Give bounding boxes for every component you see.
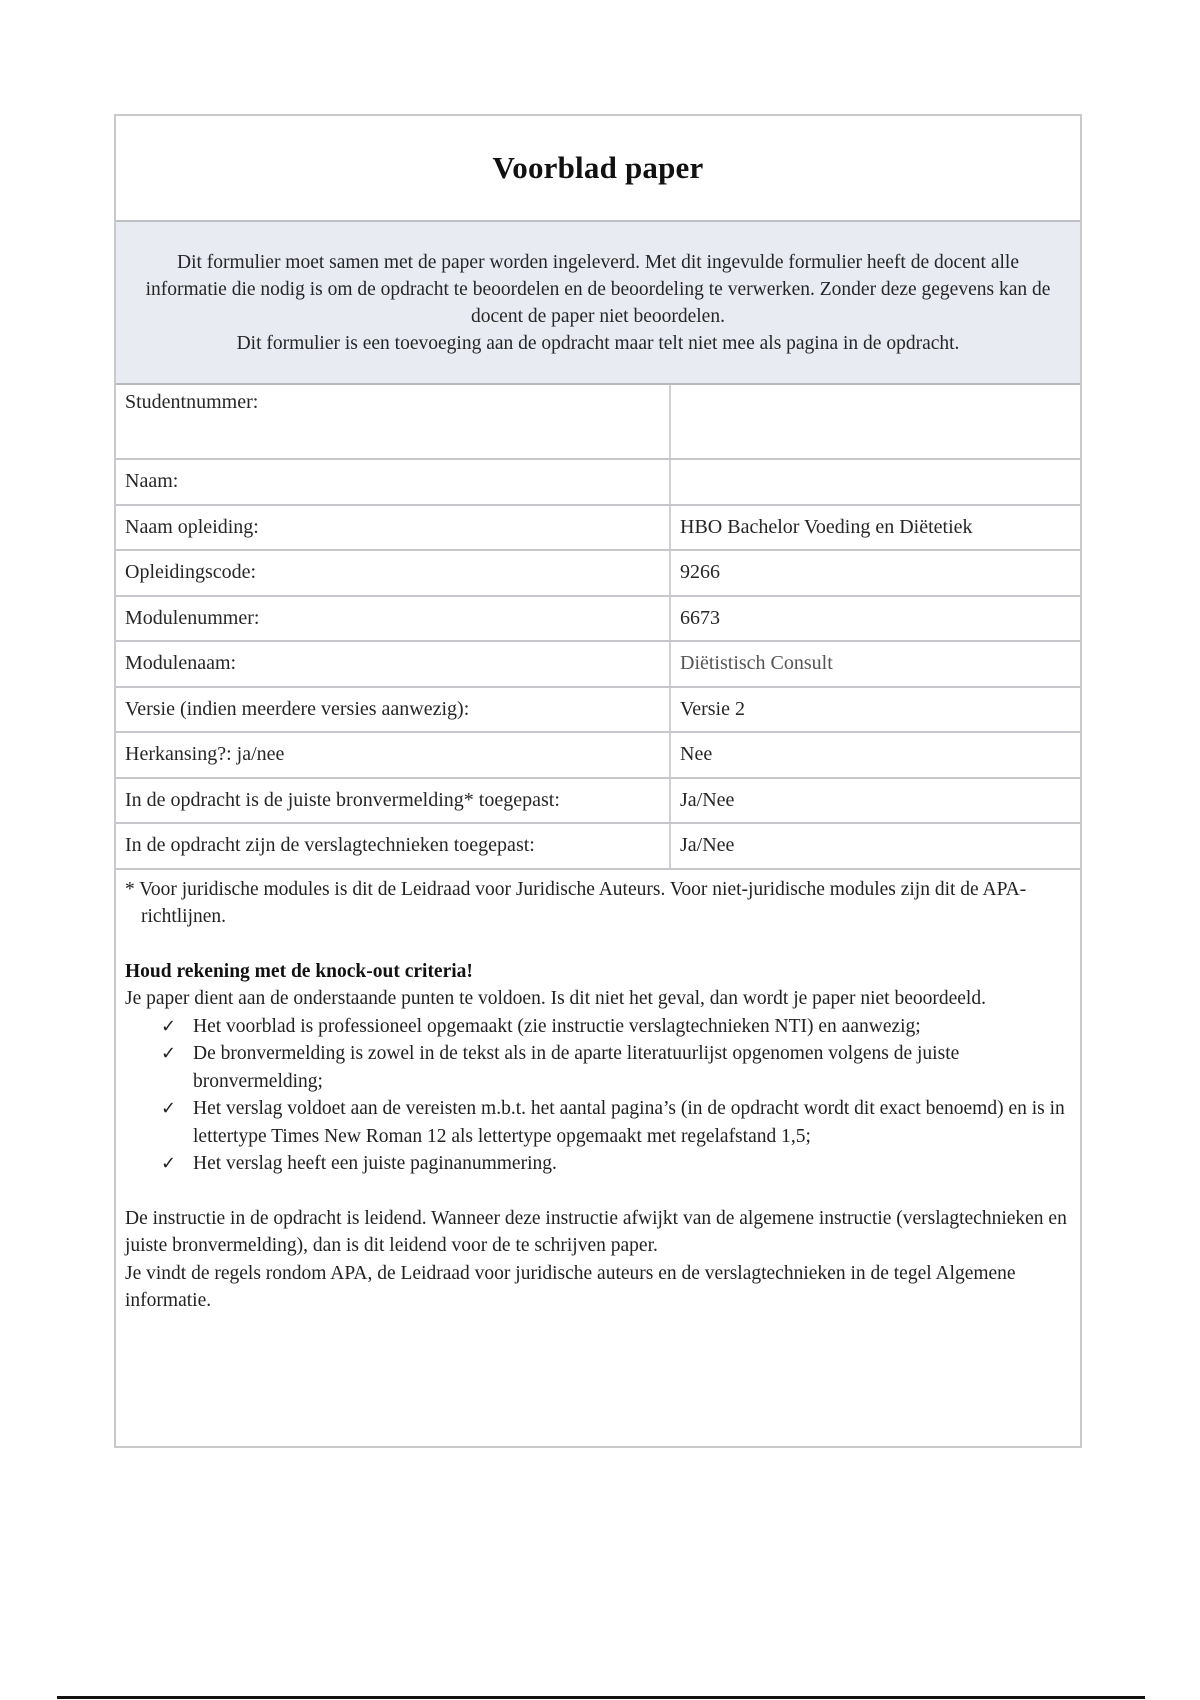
criterion-text: Het voorblad is professioneel opgemaakt (zie instructie verslagtechnieken NTI) en aanwezig; <box>193 1015 921 1037</box>
closing-reference: Je vindt de regels rondom APA, de Leidraad voor juridische auteurs en de verslagtechnieken in de tegel Algemene informatie. <box>125 1262 1016 1311</box>
field-row-herkansing <box>116 732 1080 778</box>
cover-page-form <box>114 114 1082 1448</box>
modulenummer-field[interactable]: 6673 <box>670 596 1080 642</box>
naam-opleiding-field[interactable]: HBO Bachelor Voeding en Diëtetiek <box>670 505 1080 551</box>
fields-table <box>116 385 1080 870</box>
criterion-text: De bronvermelding is zowel in de tekst als in de aparte literatuurlijst opgenomen volgens de juiste bronvermelding; <box>193 1043 960 1092</box>
bronvermelding-field[interactable]: Ja/Nee <box>670 778 1080 824</box>
notes-section <box>116 870 1080 1315</box>
field-label: Herkansing?: ja/nee <box>116 732 670 778</box>
knockout-criteria-list <box>125 1013 1071 1178</box>
herkansing-field[interactable]: Nee <box>670 732 1080 778</box>
page-bottom-divider <box>57 1696 1145 1699</box>
field-label: Modulenaam: <box>116 641 670 687</box>
field-row-opleidingscode <box>116 550 1080 596</box>
field-label: In de opdracht zijn de verslagtechnieken toegepast: <box>116 823 670 869</box>
field-label: Studentnummer: <box>116 385 670 459</box>
intro-line: Dit formulier is een toevoeging aan de opdracht maar telt niet mee als pagina in de opdracht. <box>236 332 960 354</box>
checkmark-icon: ✓ <box>161 1098 177 1119</box>
criterion-text: Het verslag heeft een juiste paginanummering. <box>193 1153 557 1174</box>
field-row-naam <box>116 459 1080 505</box>
verslagtechnieken-field[interactable]: Ja/Nee <box>670 823 1080 869</box>
form-header <box>116 116 1080 222</box>
checkmark-icon: ✓ <box>161 1153 177 1174</box>
field-label: Versie (indien meerdere versies aanwezig): <box>116 687 670 733</box>
field-row-modulenummer <box>116 596 1080 642</box>
list-item <box>161 1095 1071 1150</box>
versie-field[interactable]: Versie 2 <box>670 687 1080 733</box>
field-label: Naam: <box>116 459 670 505</box>
field-label: Modulenummer: <box>116 596 670 642</box>
page-title: Voorblad paper <box>492 150 704 185</box>
naam-field[interactable] <box>670 459 1080 505</box>
checkmark-icon: ✓ <box>161 1015 177 1037</box>
intro-line: Dit formulier moet samen met de paper worden ingeleverd. Met dit ingevulde formulier heeft de docent alle informatie die nodig is om de opdracht te beoordelen en de beoordeling te verwerken. Zonder deze gegevens kan de docent de paper niet beoordelen. <box>145 251 1051 327</box>
field-row-verslagtechnieken <box>116 823 1080 869</box>
field-label: In de opdracht is de juiste bronvermelding* toegepast: <box>116 778 670 824</box>
closing-instruction: De instructie in de opdracht is leidend. Wanneer deze instructie afwijkt van de algemene instructie (verslagtechnieken en juiste bronvermelding), dan is dit leidend voor de te schrijven paper. <box>125 1207 1067 1256</box>
intro-text <box>138 249 1058 357</box>
list-item <box>161 1013 1071 1041</box>
intro-box <box>116 222 1080 385</box>
opleidingscode-field[interactable]: 9266 <box>670 550 1080 596</box>
field-row-bronvermelding <box>116 778 1080 824</box>
footnote: * Voor juridische modules is dit de Leidraad voor Juridische Auteurs. Voor niet-juridische modules zijn dit de APA-richtlijnen. <box>125 878 1027 927</box>
list-item <box>161 1040 1071 1095</box>
field-label: Naam opleiding: <box>116 505 670 551</box>
field-row-naam-opleiding <box>116 505 1080 551</box>
field-row-versie <box>116 687 1080 733</box>
modulenaam-field[interactable]: Diëtistisch Consult <box>670 641 1080 687</box>
list-item <box>161 1150 1071 1178</box>
knockout-intro: Je paper dient aan de onderstaande punten te voldoen. Is dit niet het geval, dan wordt je paper niet beoordeeld. <box>125 988 986 1009</box>
field-row-modulenaam <box>116 641 1080 687</box>
field-row-studentnummer <box>116 385 1080 459</box>
criterion-text: Het verslag voldoet aan de vereisten m.b.t. het aantal pagina’s (in de opdracht wordt dit exact benoemd) en is in lettertype Times New Roman 12 als lettertype opgemaakt met regelafstand 1,5; <box>193 1098 1065 1147</box>
field-label: Opleidingscode: <box>116 550 670 596</box>
knockout-title: Houd rekening met de knock-out criteria! <box>125 960 473 982</box>
checkmark-icon: ✓ <box>161 1043 177 1064</box>
studentnummer-field[interactable] <box>670 385 1080 459</box>
